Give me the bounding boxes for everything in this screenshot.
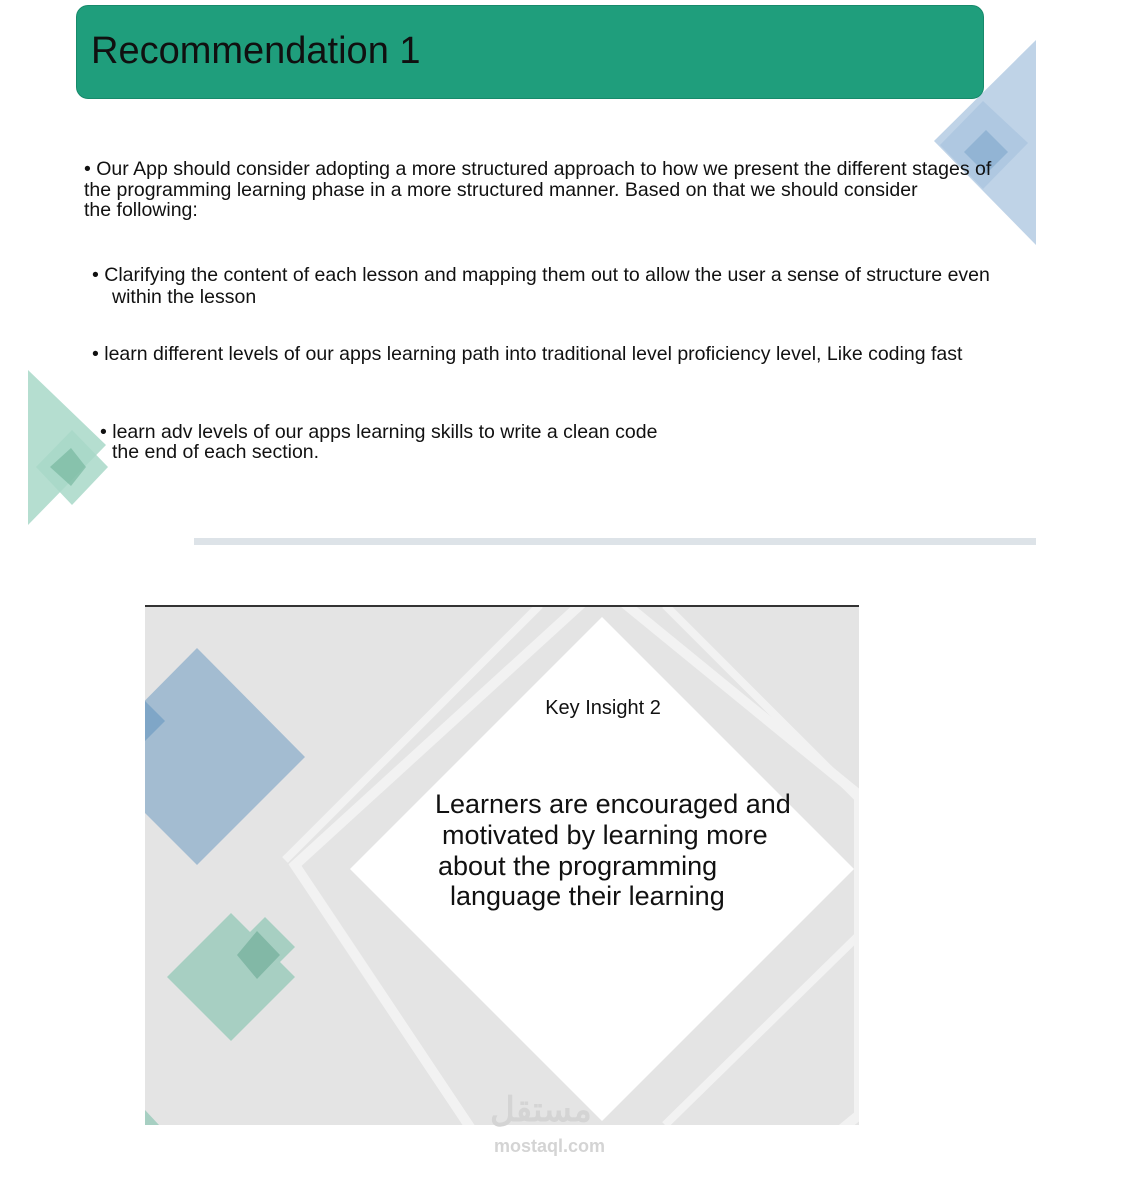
blue-diamond (145, 648, 305, 865)
watermark-logo: مستقل (490, 1091, 592, 1129)
intro-line-3: the following: (84, 199, 198, 221)
slide-key-insight (145, 605, 859, 1125)
bullet-3-line-2: the end of each section. (112, 441, 320, 463)
footer-strip-gap (28, 538, 194, 545)
slide-recommendation (28, 0, 1036, 545)
insight-line-3: about the programming (438, 851, 718, 881)
key-insight-label: Key Insight 2 (545, 697, 661, 719)
intro-line-2: the programming learning phase in a more structured manner. Based on that we should consider (84, 179, 918, 201)
slide-top-border (145, 605, 859, 607)
slide-title: Recommendation 1 (91, 30, 421, 72)
green-corner (145, 1110, 159, 1125)
title-bar (76, 5, 984, 99)
insight-line-1: Learners are encouraged and (435, 789, 791, 819)
watermark-url: mostaql.com (494, 1136, 606, 1156)
bullet-3-line-1: • learn adv levels of our apps learning skills to write a clean code (100, 421, 658, 443)
bullet-2: • learn different levels of our apps learning path into traditional level proficiency level, Like coding fast (92, 343, 963, 365)
bullet-1-line-1: • Clarifying the content of each lesson and mapping them out to allow the user a sense of structure even (92, 264, 990, 286)
insight-line-2: motivated by learning more (442, 820, 768, 850)
intro-line-1: • Our App should consider adopting a more structured approach to how we present the different stages of (84, 158, 992, 180)
insight-line-4: language their learning (450, 881, 725, 911)
bullet-1-line-2: within the lesson (112, 286, 257, 308)
